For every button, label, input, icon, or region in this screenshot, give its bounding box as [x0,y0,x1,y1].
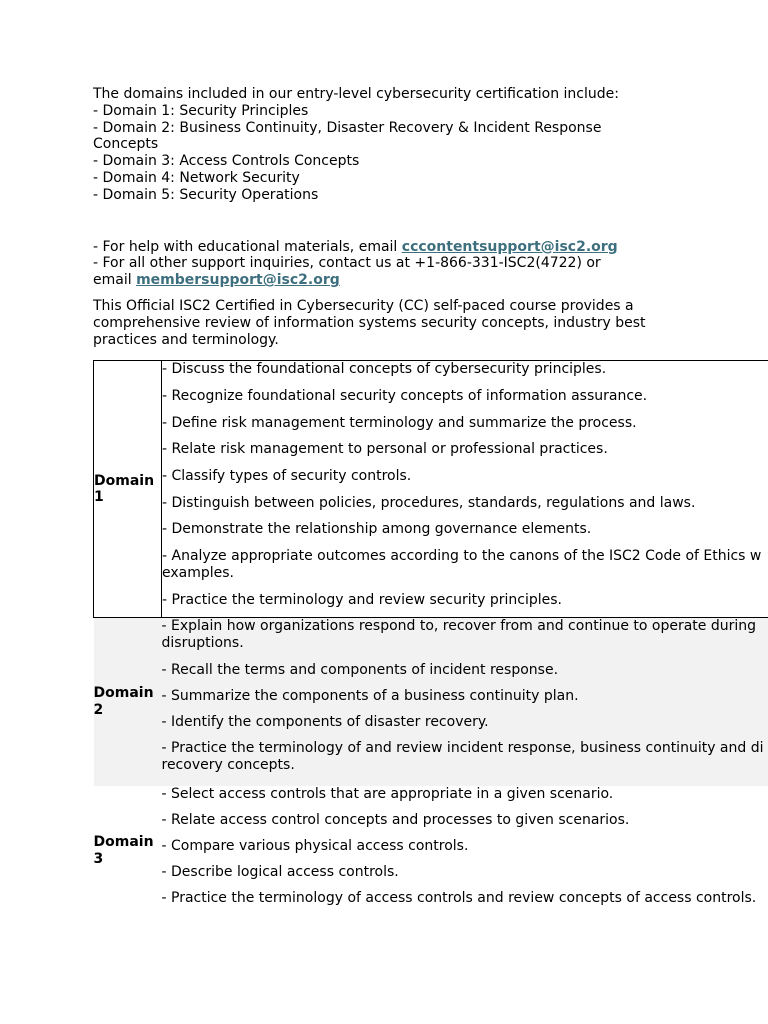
domain-objectives-table [93,360,768,916]
document-page [93,86,768,916]
domain-name-cell: Domain 1 [94,361,162,618]
objective-item: - Compare various physical access controls. [161,838,469,855]
objective-item: - Identify the components of disaster recovery. [161,714,489,731]
domain-list-item-2: - Domain 2: Business Continuity, Disaster Recovery & Incident Response Concepts [93,119,602,153]
objectives-cell [162,786,768,916]
objective-item: - Define risk management terminology and summarize the process. [162,414,637,431]
domain-row [94,361,768,618]
objective-item: - Explain how organizations respond to, recover from and continue to operate during disruptions. [161,618,757,652]
domain-list-item-1: - Domain 1: Security Principles [93,102,309,119]
objective-item: - Select access controls that are appropriate in a given scenario. [161,785,614,802]
domain-list-item-4: - Domain 4: Network Security [93,169,300,186]
support-contacts [93,239,768,289]
domain-row [94,786,768,916]
member-support-text: - For all other support inquiries, contact us at +1-866-331-ISC2(4722) or email [93,255,601,289]
educational-support-line [93,239,768,256]
objective-item: - Relate risk management to personal or professional practices. [162,441,608,458]
objective-item: - Relate access control concepts and processes to given scenarios. [161,811,630,828]
objective-item: - Summarize the components of a business continuity plan. [161,688,579,705]
domains-intro [93,86,768,204]
objective-item: - Demonstrate the relationship among governance elements. [162,521,592,538]
objective-item: - Describe logical access controls. [161,864,399,881]
objective-item: - Discuss the foundational concepts of cybersecurity principles. [162,361,607,378]
objectives-cell [162,618,768,786]
domain-row [94,618,768,786]
objectives-cell [162,361,768,618]
domain-name-cell: Domain 3 [93,834,154,867]
course-description: This Official ISC2 Certified in Cybersecurity (CC) self-paced course provides a comprehensive review of information systems security concepts, industry best practices and terminology. [93,297,646,348]
member-support-line [93,255,613,289]
member-support-email-link[interactable]: membersupport@isc2.org [136,272,340,289]
objective-item: - Practice the terminology of access controls and review concepts of access controls. [161,890,757,907]
objective-item: - Analyze appropriate outcomes according to the canons of the ISC2 Code of Ethics w examples. [162,548,762,581]
objective-item: - Classify types of security controls. [162,468,412,485]
content-support-email-link[interactable]: cccontentsupport@isc2.org [401,238,618,255]
objective-item: - Recognize foundational security concepts of information assurance. [162,388,648,405]
intro-heading: The domains included in our entry-level cybersecurity certification include: [93,86,619,102]
objective-item: - Distinguish between policies, procedures, standards, regulations and laws. [162,494,696,511]
domain-name-cell: Domain 2 [93,685,154,719]
domain-list-item-5: - Domain 5: Security Operations [93,186,319,203]
objective-item: - Practice the terminology and review security principles. [162,591,562,608]
objective-item: - Practice the terminology of and review incident response, business continuity and di recovery concepts. [161,740,764,774]
domain-list-item-3: - Domain 3: Access Controls Concepts [93,153,360,170]
educational-support-text: - For help with educational materials, email [93,238,402,255]
objective-item: - Recall the terms and components of incident response. [161,661,559,678]
